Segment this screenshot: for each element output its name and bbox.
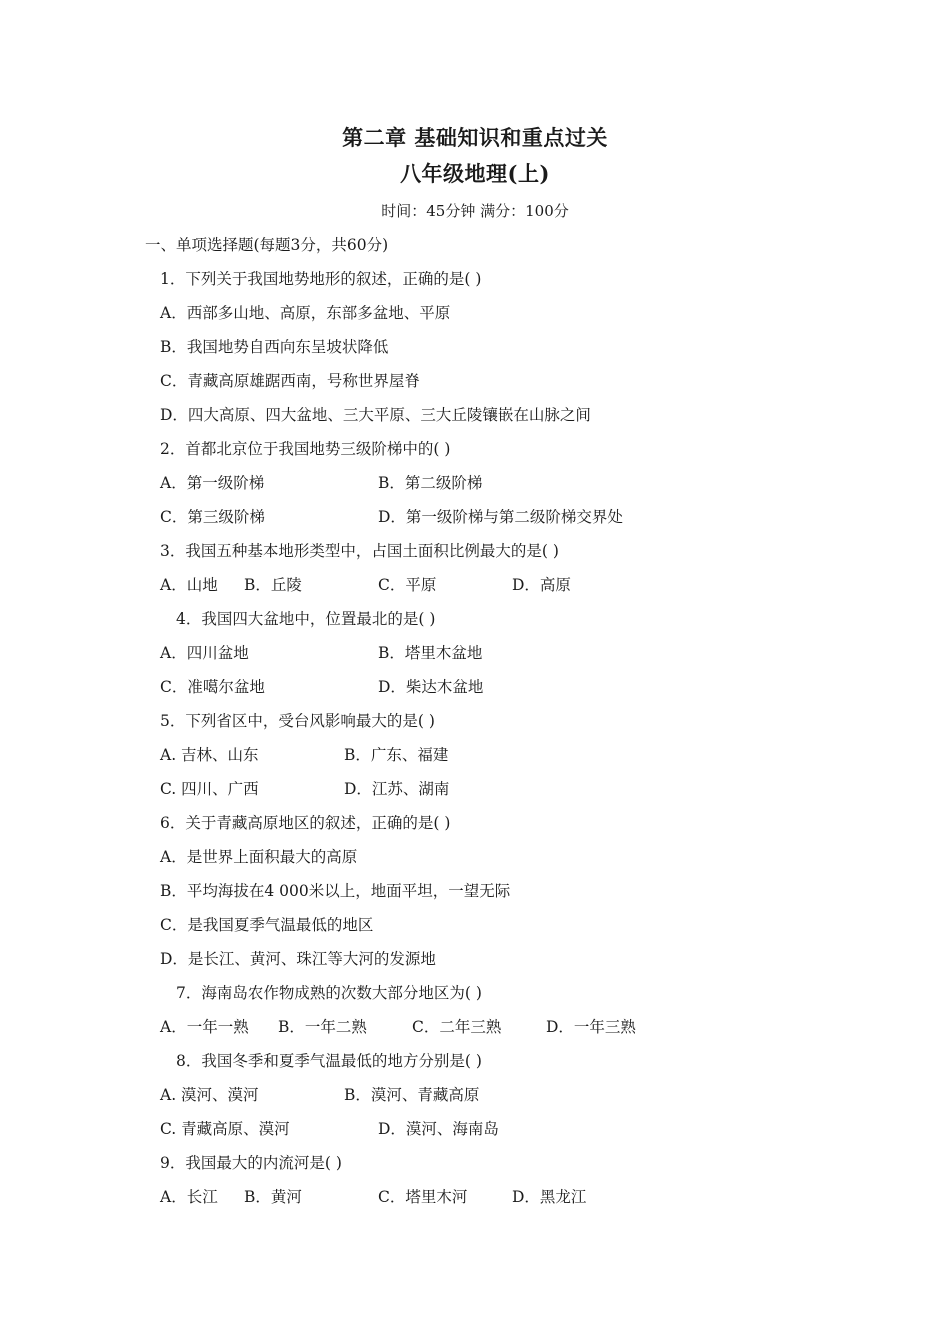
option: B．我国地势自西向东呈坡状降低 bbox=[160, 338, 389, 356]
option: A．山地 bbox=[160, 576, 218, 594]
option: C．平原 bbox=[378, 576, 437, 594]
option: D．一年三熟 bbox=[546, 1018, 636, 1036]
option: B．塔里木盆地 bbox=[378, 644, 483, 662]
option: A．西部多山地、高原，东部多盆地、平原 bbox=[160, 304, 451, 322]
question-stem: 4．我国四大盆地中，位置最北的是( ) bbox=[176, 610, 436, 628]
option: C. 青藏高原、漠河 bbox=[160, 1120, 290, 1138]
option: A．是世界上面积最大的高原 bbox=[160, 848, 358, 866]
question-stem: 8．我国冬季和夏季气温最低的地方分别是( ) bbox=[176, 1052, 482, 1070]
option: A. 吉林、山东 bbox=[160, 746, 259, 764]
option: B．黄河 bbox=[244, 1188, 302, 1206]
question-stem: 7．海南岛农作物成熟的次数大部分地区为( ) bbox=[176, 984, 482, 1002]
option: B．丘陵 bbox=[244, 576, 302, 594]
document-subtitle: 八年级地理(上) bbox=[400, 161, 550, 186]
option: D．漠河、海南岛 bbox=[378, 1120, 499, 1138]
question-stem: 1．下列关于我国地势地形的叙述，正确的是( ) bbox=[160, 270, 482, 288]
option: D．江苏、湖南 bbox=[344, 780, 450, 798]
option: D．柴达木盆地 bbox=[378, 678, 484, 696]
option: C. 四川、广西 bbox=[160, 780, 259, 798]
document-title: 第二章 基础知识和重点过关 bbox=[342, 125, 608, 150]
exam-meta: 时间：45分钟 满分：100分 bbox=[381, 202, 569, 220]
option: C．青藏高原雄踞西南，号称世界屋脊 bbox=[160, 372, 420, 390]
option: C．塔里木河 bbox=[378, 1188, 468, 1206]
question-stem: 2．首都北京位于我国地势三级阶梯中的( ) bbox=[160, 440, 451, 458]
option: B．一年二熟 bbox=[278, 1018, 367, 1036]
option: C．第三级阶梯 bbox=[160, 508, 265, 526]
option: C．是我国夏季气温最低的地区 bbox=[160, 916, 374, 934]
question-stem: 9．我国最大的内流河是( ) bbox=[160, 1154, 342, 1172]
question-stem: 3．我国五种基本地形类型中，占国土面积比例最大的是( ) bbox=[160, 542, 559, 560]
question-stem: 6．关于青藏高原地区的叙述，正确的是( ) bbox=[160, 814, 451, 832]
option: B．漠河、青藏高原 bbox=[344, 1086, 480, 1104]
question-stem: 5．下列省区中，受台风影响最大的是( ) bbox=[160, 712, 435, 730]
option: C．二年三熟 bbox=[412, 1018, 502, 1036]
option: A. 漠河、漠河 bbox=[160, 1086, 259, 1104]
option: A．一年一熟 bbox=[160, 1018, 249, 1036]
option: B．第二级阶梯 bbox=[378, 474, 483, 492]
option: A．第一级阶梯 bbox=[160, 474, 265, 492]
option: D．黑龙江 bbox=[512, 1188, 587, 1206]
option: D．四大高原、四大盆地、三大平原、三大丘陵镶嵌在山脉之间 bbox=[160, 406, 591, 424]
option: A．长江 bbox=[160, 1188, 218, 1206]
option: D．第一级阶梯与第二级阶梯交界处 bbox=[378, 508, 623, 526]
option: B．广东、福建 bbox=[344, 746, 449, 764]
option: D．高原 bbox=[512, 576, 571, 594]
option: C．准噶尔盆地 bbox=[160, 678, 265, 696]
section-heading: 一、单项选择题(每题3分，共60分) bbox=[145, 236, 389, 254]
option: B．平均海拔在4 000米以上，地面平坦，一望无际 bbox=[160, 882, 511, 900]
option: D．是长江、黄河、珠江等大河的发源地 bbox=[160, 950, 436, 968]
option: A．四川盆地 bbox=[160, 644, 249, 662]
